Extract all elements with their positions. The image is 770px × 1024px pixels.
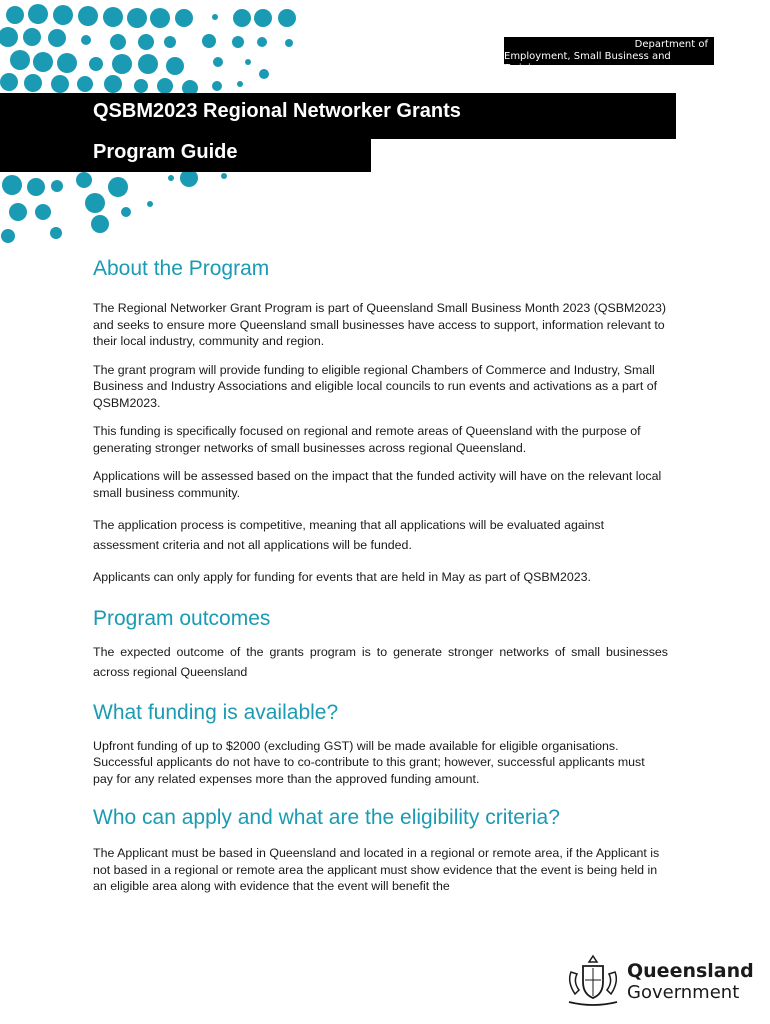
department-line-2: Employment, Small Business and Training [504,51,671,74]
decorative-dot [175,9,193,27]
about-paragraph: The Regional Networker Grant Program is part of Queensland Small Business Month 2023 (QSBM2023) and seeks to ensure more Queensland small businesses have access to support, information relevant to their local industry, community and region. [93,301,666,348]
about-heading: About the Program [93,257,270,280]
decorative-dot [221,173,227,179]
decorative-dot [53,5,73,25]
document-body [93,254,668,895]
decorative-dot [127,8,147,28]
decorative-dot [138,54,158,74]
page-title: QSBM2023 Regional Networker Grants [93,100,461,122]
decorative-dot [24,74,42,92]
decorative-dot [166,57,184,75]
decorative-dot [232,36,244,48]
decorative-dot [77,76,93,92]
decorative-dot [108,177,128,197]
decorative-dot [254,9,272,27]
decorative-dot [57,53,77,73]
decorative-dot [33,52,53,72]
decorative-dot [81,35,91,45]
decorative-dot [212,14,218,20]
decorative-dot [121,207,131,217]
decorative-dot [6,6,24,24]
decorative-dot [35,204,51,220]
decorative-dot [112,54,132,74]
decorative-dot [0,73,18,91]
decorative-dot [50,227,62,239]
decorative-dot [259,69,269,79]
decorative-dot [51,180,63,192]
eligibility-heading: Who can apply and what are the eligibility criteria? [93,806,560,829]
decorative-dot [91,215,109,233]
decorative-dot [147,201,153,207]
decorative-dot [212,81,222,91]
government-wordmark: Government [627,982,740,1003]
decorative-dot [89,57,103,71]
decorative-dot [104,75,122,93]
decorative-dot [168,175,174,181]
decorative-dot [110,34,126,50]
about-paragraph: Applications will be assessed based on the impact that the funded activity will have on the relevant local small business community. [93,469,662,500]
decorative-dot [51,75,69,93]
decorative-dot [2,175,22,195]
about-paragraph: The application process is competitive, meaning that all applications will be evaluated against assessment criteria and not all applications will be funded. [93,518,605,552]
decorative-dot [150,8,170,28]
outcomes-paragraph: The expected outcome of the grants program is to generate stronger networks of small businesses across regional Queensland [93,644,668,679]
about-paragraph: Applicants can only apply for funding for events that are held in May as part of QSBM2023. [93,570,591,584]
decorative-dot [213,57,223,67]
decorative-dot [85,193,105,213]
decorative-dot [233,9,251,27]
decorative-dot [103,7,123,27]
department-badge [504,37,714,74]
funding-heading: What funding is available? [93,700,339,724]
outcomes-heading: Program outcomes [93,606,271,630]
eligibility-paragraph: The Applicant must be based in Queensland and located in a regional or remote area, if the Applicant is not based in a regional or remote area the applicant must show evidence that the event is being held in an eligible area along with evidence that the event will benefit the [93,846,660,893]
decorative-dot [23,28,41,46]
decorative-dot [285,39,293,47]
decorative-dot [48,29,66,47]
funding-paragraph: Upfront funding of up to $2000 (excluding GST) will be made available for eligible organisations. Successful applicants do not have to co-contribute to this grant; however, successful applicants must pay for any related expenses more than the approved funding amount. [93,738,645,786]
decorative-dot [27,178,45,196]
decorative-dot [202,34,216,48]
queensland-wordmark: Queensland [627,960,754,982]
decorative-dot [10,50,30,70]
decorative-dot [1,229,15,243]
about-paragraph: This funding is specifically focused on regional and remote areas of Queensland with the purpose of generating stronger networks of small businesses across regional Queensland. [93,424,641,455]
decorative-dot [237,81,243,87]
decorative-dot [134,79,148,93]
page-subtitle: Program Guide [93,141,238,163]
department-line-1: Department of [634,39,708,50]
decorative-dot [278,9,296,27]
decorative-dot [78,6,98,26]
decorative-dot [245,59,251,65]
decorative-dot [257,37,267,47]
decorative-dot [28,4,48,24]
decorative-dot [157,78,173,94]
decorative-dot [9,203,27,221]
queensland-coat-of-arms-icon [563,952,623,1008]
about-paragraph: The grant program will provide funding to eligible regional Chambers of Commerce and Industry, Small Business and Industry Associations and eligible local councils to run events and activations as a part of QSBM2023. [93,362,658,410]
decorative-dot [76,172,92,188]
decorative-dot [164,36,176,48]
decorative-dot [0,27,18,47]
decorative-dot [138,34,154,50]
